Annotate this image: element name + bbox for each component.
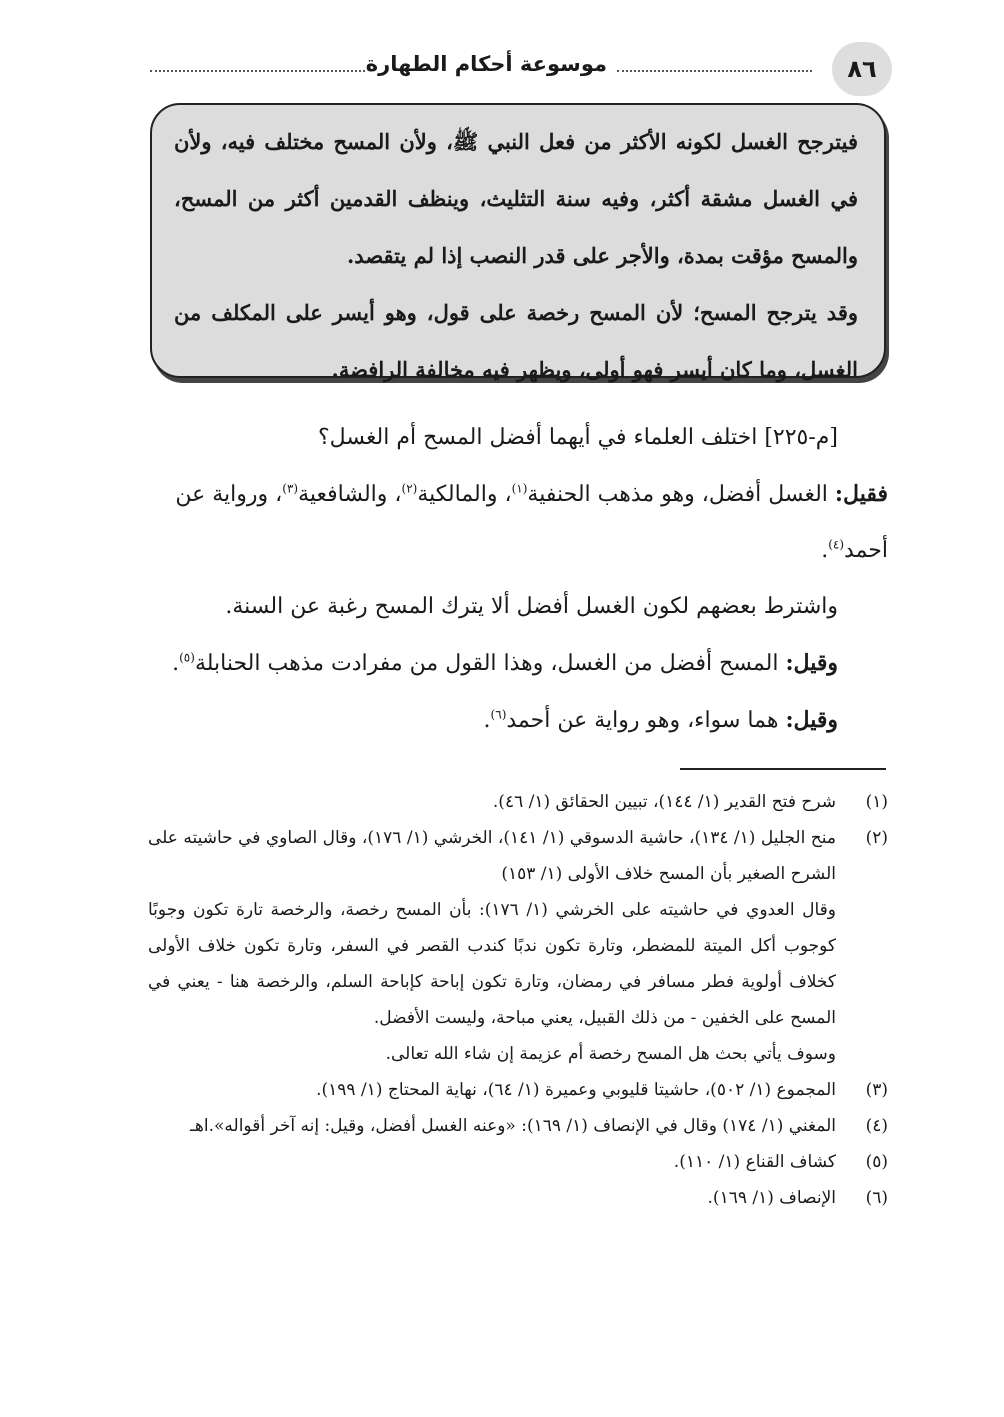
- footnote-number: (٤): [865, 1116, 888, 1136]
- footnote-text: منح الجليل (١/ ١٣٤)، حاشية الدسوقي (١/ ١٤١)، الخرشي (١/ ١٧٦)، وقال الصاوي في حاشيته على الشرح الصغير بأن المسح خلاف الأولى (١/ ١٥٣): [148, 828, 836, 884]
- book-title: موسوعة أحكام الطهارة: [365, 52, 607, 76]
- footnote-text: شرح فتح القدير (١/ ١٤٤)، تبيين الحقائق (١/ ٤٦).: [492, 792, 836, 812]
- footnote: [148, 1072, 888, 1108]
- opinion-text: ، والشافعية: [298, 482, 402, 507]
- opinion-label: وقيل:: [785, 707, 838, 733]
- opinion-1-paragraph: [148, 466, 888, 579]
- opinion-text: الغسل أفضل، وهو مذهب الحنفية: [527, 482, 835, 507]
- opinion-text: .: [483, 708, 491, 733]
- opinion-text: هما سواء، وهو رواية عن أحمد: [506, 708, 786, 733]
- footnote: [148, 1180, 888, 1216]
- footnote-text: المغني (١/ ١٧٤) وقال في الإنصاف (١/ ١٦٩): «وعنه الغسل أفضل، وقيل: إنه آخر أقواله».اهـ: [189, 1116, 836, 1136]
- footnote-text: المجموع (١/ ٥٠٢)، حاشيتا قليوبي وعميرة (١/ ٦٤)، نهاية المحتاج (١/ ١٩٩).: [316, 1080, 836, 1100]
- header-dotted-rule-right: [617, 70, 812, 72]
- main-text: [148, 410, 888, 749]
- opinion-2-paragraph: [148, 635, 888, 692]
- footnote-number: (٦): [865, 1188, 888, 1208]
- footnote-separator: [680, 768, 886, 770]
- opinion-text: .: [172, 651, 180, 676]
- footnote-ref[interactable]: (٦): [490, 707, 507, 722]
- opinion-text: .: [821, 538, 829, 563]
- opinion-text: المسح أفضل من الغسل، وهذا القول من مفرادت مذهب الحنابلة: [194, 651, 786, 676]
- footnote-ref[interactable]: (٤): [828, 537, 845, 552]
- footnote-ref[interactable]: (٣): [282, 481, 299, 496]
- footnote-text: كشاف القناع (١/ ١١٠).: [673, 1152, 836, 1172]
- summary-box: [150, 103, 886, 382]
- footnote-text: الإنصاف (١/ ١٦٩).: [707, 1188, 836, 1208]
- footnote: [148, 820, 888, 1072]
- page-header: [140, 40, 892, 100]
- opinion-text: ، والمالكية: [417, 482, 512, 507]
- opinion-label: فقيل:: [834, 481, 888, 507]
- footnote: [148, 1144, 888, 1180]
- footnote-number: (٥): [865, 1152, 888, 1172]
- footnote-number: (٢): [865, 828, 888, 848]
- footnotes: [148, 784, 888, 1216]
- opinion-text: ، ورواية عن أحمد: [175, 482, 888, 563]
- footnote: [148, 1108, 888, 1144]
- footnote-ref[interactable]: (٢): [401, 481, 418, 496]
- footnote-number: (١): [865, 792, 888, 812]
- footnote-ref[interactable]: (١): [511, 481, 528, 496]
- footnote-text: وسوف يأتي بحث هل المسح رخصة أم عزيمة إن شاء الله تعالى.: [385, 1044, 836, 1064]
- footnote-number: (٣): [865, 1080, 888, 1100]
- summary-paragraph-2: وقد يترجح المسح؛ لأن المسح رخصة على قول، وهو أيسر على المكلف من الغسل، وما كان أيسر فهو أولى، ويظهر فيه مخالفة الرافضة.: [174, 300, 858, 382]
- question-paragraph: [م-٢٢٥] اختلف العلماء في أيهما أفضل المسح أم الغسل؟: [317, 425, 838, 450]
- summary-paragraph-1: فيترجح الغسل لكونه الأكثر من فعل النبي ﷺ، ولأن المسح مختلف فيه، ولأن في الغسل مشقة أكثر، وفيه سنة التثليث، وينظف القدمين أكثر من المسح، والمسح مؤقت بمدة، والأجر على قدر النصب إذا لم يتقصد.: [174, 129, 858, 268]
- footnote: [148, 784, 888, 820]
- opinion-label: وقيل:: [785, 650, 838, 676]
- opinion-3-paragraph: [148, 692, 888, 749]
- footnote-text: وقال العدوي في حاشيته على الخرشي (١/ ١٧٦): بأن المسح رخصة، والرخصة تارة تكون وجوبًا كوجوب أكل الميتة للمضطر، وتارة تكون ندبًا كندب القصر في السفر، وتارة تكون خلاف الأولى كخلاف أولوية فطر مسافر في رمضان، وتارة تكون إباحة كإباحة السلم، والرخصة هنا - يعني في المسح على الخفين - من ذلك القبيل، يعني مباحة، وليست الأفضل.: [148, 900, 836, 1028]
- header-dotted-rule-left: [150, 70, 365, 72]
- footnote-ref[interactable]: (٥): [179, 650, 195, 665]
- page-number: ٨٦: [832, 42, 892, 96]
- condition-paragraph: واشترط بعضهم لكون الغسل أفضل ألا يترك المسح رغبة عن السنة.: [225, 594, 838, 619]
